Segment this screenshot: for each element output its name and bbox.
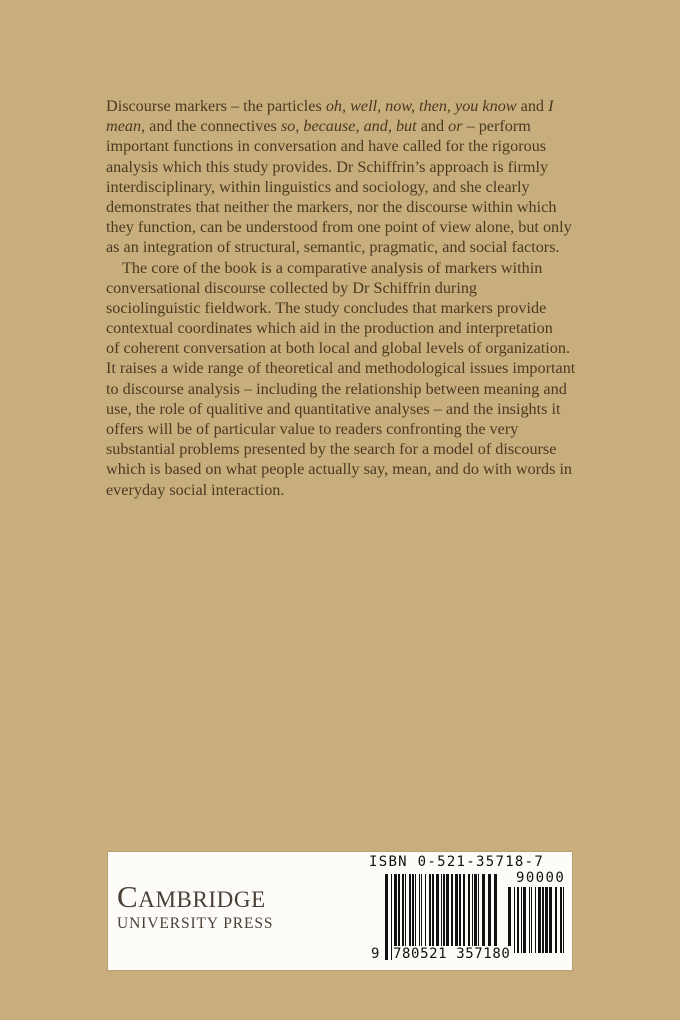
publisher-logo (117, 879, 274, 933)
text-line: sociolinguistic fieldwork. The study concludes that markers provide (106, 298, 547, 317)
text-line: as an integration of structural, semantic, pragmatic, and social factors. (106, 238, 560, 257)
text-line: demonstrates that neither the markers, nor the discourse within which (106, 197, 557, 216)
text-line: Discourse markers – the particles oh, well, now, then, you know and I (106, 97, 554, 115)
text-line: which is based on what people actually say, mean, and do with words in (106, 460, 573, 479)
text-line: important functions in conversation and have called for the rigorous (106, 137, 547, 156)
text-line: everyday social interaction. (106, 480, 285, 499)
text-line: conversational discourse collected by Dr Schiffrin during (106, 278, 478, 297)
publisher-initial: C (117, 879, 139, 914)
ean-digits: 780521 357180 (393, 946, 511, 962)
text-line: contextual coordinates which aid in the production and interpretation (106, 319, 553, 338)
text-line: analysis which this study provides. Dr Schiffrin’s approach is firmly (106, 157, 549, 176)
publisher-subtitle: UNIVERSITY PRESS (117, 915, 274, 932)
text-line: It raises a wide range of theoretical and methodological issues important (106, 359, 576, 378)
publisher-imprint-box (108, 852, 572, 970)
text-line: The core of the book is a comparative analysis of markers within (122, 258, 543, 277)
text-line: use, the role of qualitive and quantitative analyses – and the insights it (106, 399, 561, 418)
publisher-name (117, 879, 273, 914)
text-line: mean, and the connectives so, because, and, but and or – perform (106, 117, 531, 136)
addon-barcode-icon (508, 887, 564, 953)
text-line: to discourse analysis – including the relationship between meaning and (106, 379, 567, 398)
text-line: of coherent conversation at both local and global levels of organization. (106, 339, 571, 358)
text-line: substantial problems presented by the search for a model of discourse (106, 440, 557, 459)
text-line: interdisciplinary, within linguistics and sociology, and she clearly (106, 177, 530, 196)
ean-first-digit: 9 (371, 946, 380, 962)
text-line: offers will be of particular value to readers confronting the very (106, 420, 519, 438)
blurb-paragraph-1 (106, 96, 576, 258)
text-line: they function, can be understood from one point of view alone, but only (106, 218, 572, 237)
blurb-paragraph-2 (106, 258, 576, 500)
back-cover-blurb (106, 96, 576, 500)
isbn-label: ISBN 0-521-35718-7 (369, 854, 545, 870)
price-addon-digits: 90000 (516, 870, 566, 886)
publisher-name-rest: AMBRIDGE (138, 887, 266, 912)
